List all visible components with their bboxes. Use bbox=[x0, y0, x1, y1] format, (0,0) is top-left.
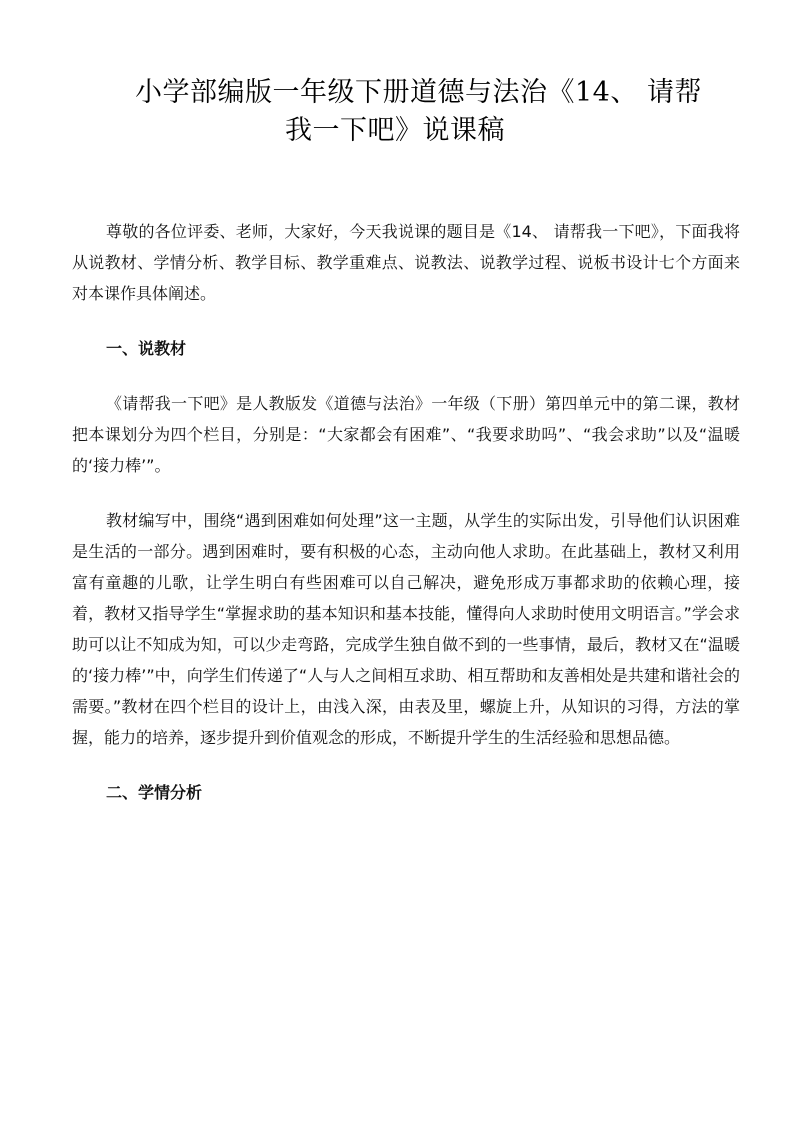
textbook-paragraph-1: 《请帮我一下吧》是人教版发《道德与法治》一年级（下册）第四单元中的第二课，教材把本课划分为四个栏目，分别是：“大家都会有困难”、“我要求助吗”、“我会求助”以及“温暖的‘接力棒’”。 bbox=[72, 394, 740, 475]
textbook-paragraph-2: 教材编写中，围绕“遇到困难如何处理”这一主题，从学生的实际出发，引导他们认识困难是生活的一部分。遇到困难时，要有积极的心态，主动向他人求助。在此基础上，教材又利用富有童趣的儿歌，让学生明白有些困难可以自己解决，避免形成万事都求助的依赖心理，接着，教材又指导学生“掌握求助的基本知识和基本技能，懂得向人求助时使用文明语言。”学会求助可以让不知成为知，可以少走弯路，完成学生独自做不到的一些事情，最后，教材又在“温暖的‘接力棒’”中，向学生们传递了“人与人之间相互求助、相互帮助和友善相处是共建和谐社会的需要。”教材在四个栏目的设计上，由浅入深，由表及里，螺旋上升，从知识的习得，方法的掌握，能力的培养，逐步提升到价值观念的形成，不断提升学生的生活经验和思想品德。 bbox=[72, 511, 740, 747]
title-line-2: 我一下吧》说课稿 bbox=[285, 115, 505, 146]
section-heading-student-analysis: 二、学情分析 bbox=[106, 783, 203, 802]
document-title bbox=[105, 74, 745, 150]
intro-paragraph: 尊敬的各位评委、老师，大家好，今天我说课的题目是《14、 请帮我一下吧》，下面我将从说教材、学情分析、教学目标、教学重难点、说教法、说教学过程、说板书设计七个方面来对本课作具体阐述。 bbox=[72, 222, 740, 303]
section-heading-textbook: 一、说教材 bbox=[106, 339, 187, 358]
title-line-1: 小学部编版一年级下册道德与法治《14、 请帮 bbox=[135, 77, 702, 108]
document-body bbox=[72, 216, 740, 832]
